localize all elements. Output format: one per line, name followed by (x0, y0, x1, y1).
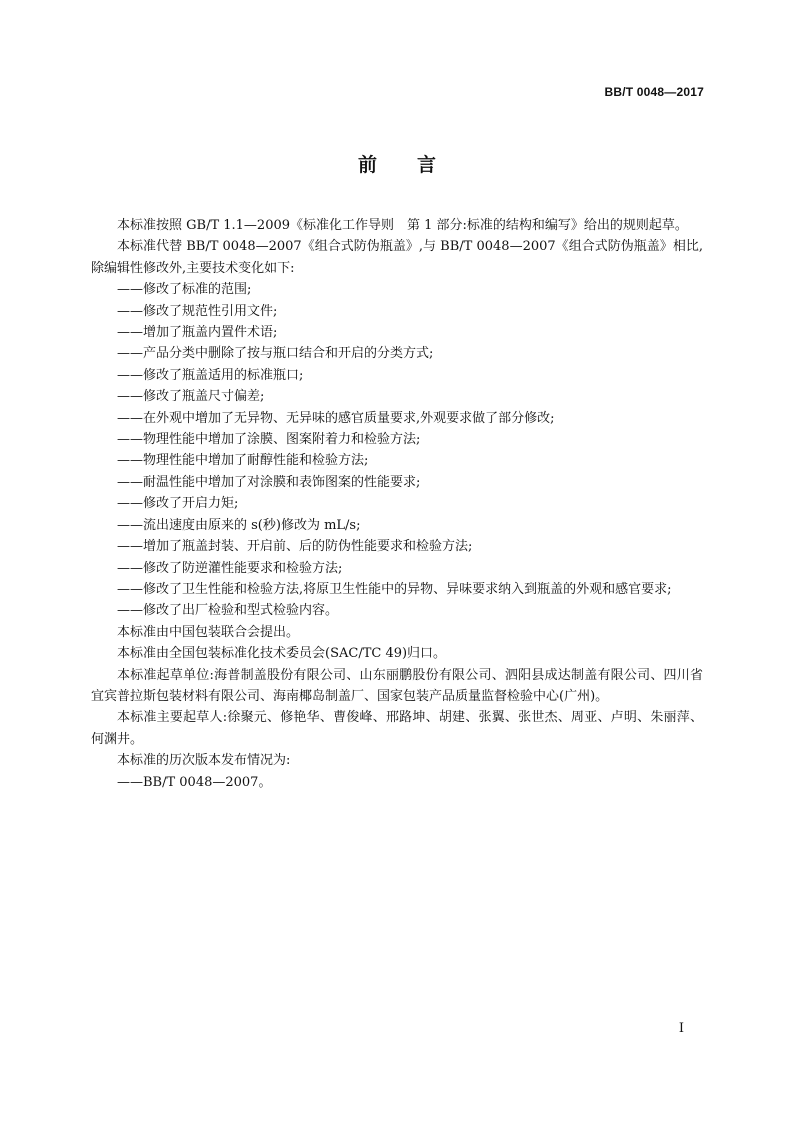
list-item: ——流出速度由原来的 s(秒)修改为 mL/s; (117, 517, 361, 533)
list-item: ——修改了出厂检验和型式检验内容。 (117, 603, 339, 619)
list-item: ——修改了卫生性能和检验方法,将原卫生性能中的异物、异味要求纳入到瓶盖的外观和感官要求; (117, 581, 672, 597)
list-item: ——在外观中增加了无异物、无异味的感官质量要求,外观要求做了部分修改; (117, 410, 555, 426)
page-number: I (678, 1021, 684, 1036)
page-title: 前言 (357, 154, 476, 176)
list-item: ——修改了开启力矩; (117, 496, 239, 512)
list-item: ——修改了标准的范围; (117, 282, 252, 298)
paragraph: 本标准起草单位:海普制盖股份有限公司、山东丽鹏股份有限公司、泗阳县成达制盖有限公司、四川省宜宾普拉斯包装材料有限公司、海南椰岛制盖厂、国家包装产品质量监督检验中心(广州)。 (91, 667, 703, 704)
list-item: ——BB/T 0048—2007。 (117, 774, 272, 790)
list-item: ——产品分类中删除了按与瓶口结合和开启的分类方式; (117, 346, 434, 362)
paragraph: 本标准由中国包装联合会提出。 (117, 624, 300, 640)
list-item: ——物理性能中增加了涂膜、图案附着力和检验方法; (117, 432, 421, 448)
paragraph: 本标准由全国包装标准化技术委员会(SAC/TC 49)归口。 (117, 646, 447, 662)
paragraph: 本标准代替 BB/T 0048—2007《组合式防伪瓶盖》,与 BB/T 0048—2007《组合式防伪瓶盖》相比,除编辑性修改外,主要技术变化如下: (91, 239, 703, 276)
list-item: ——耐温性能中增加了对涂膜和表饰图案的性能要求; (117, 474, 421, 490)
paragraph: 本标准主要起草人:徐聚元、修艳华、曹俊峰、邢路坤、胡建、张翼、张世杰、周亚、卢明、朱丽萍、何渊井。 (91, 710, 703, 747)
foreword-body (91, 215, 703, 793)
list-item: ——修改了瓶盖尺寸偏差; (117, 389, 265, 405)
list-item: ——增加了瓶盖内置件术语; (117, 325, 278, 341)
list-item: ——修改了规范性引用文件; (117, 303, 278, 319)
list-item: ——增加了瓶盖封装、开启前、后的防伪性能要求和检验方法; (117, 539, 473, 555)
standard-code: BB/T 0048—2017 (604, 85, 704, 99)
list-item: ——修改了瓶盖适用的标准瓶口; (117, 367, 304, 383)
paragraph: 本标准按照 GB/T 1.1—2009《标准化工作导则 第 1 部分:标准的结构和编写》给出的规则起草。 (117, 218, 688, 233)
list-item: ——物理性能中增加了耐醇性能和检验方法; (117, 453, 369, 469)
list-item: ——修改了防逆灌性能要求和检验方法; (117, 560, 343, 576)
paragraph: 本标准的历次版本发布情况为: (117, 753, 291, 769)
